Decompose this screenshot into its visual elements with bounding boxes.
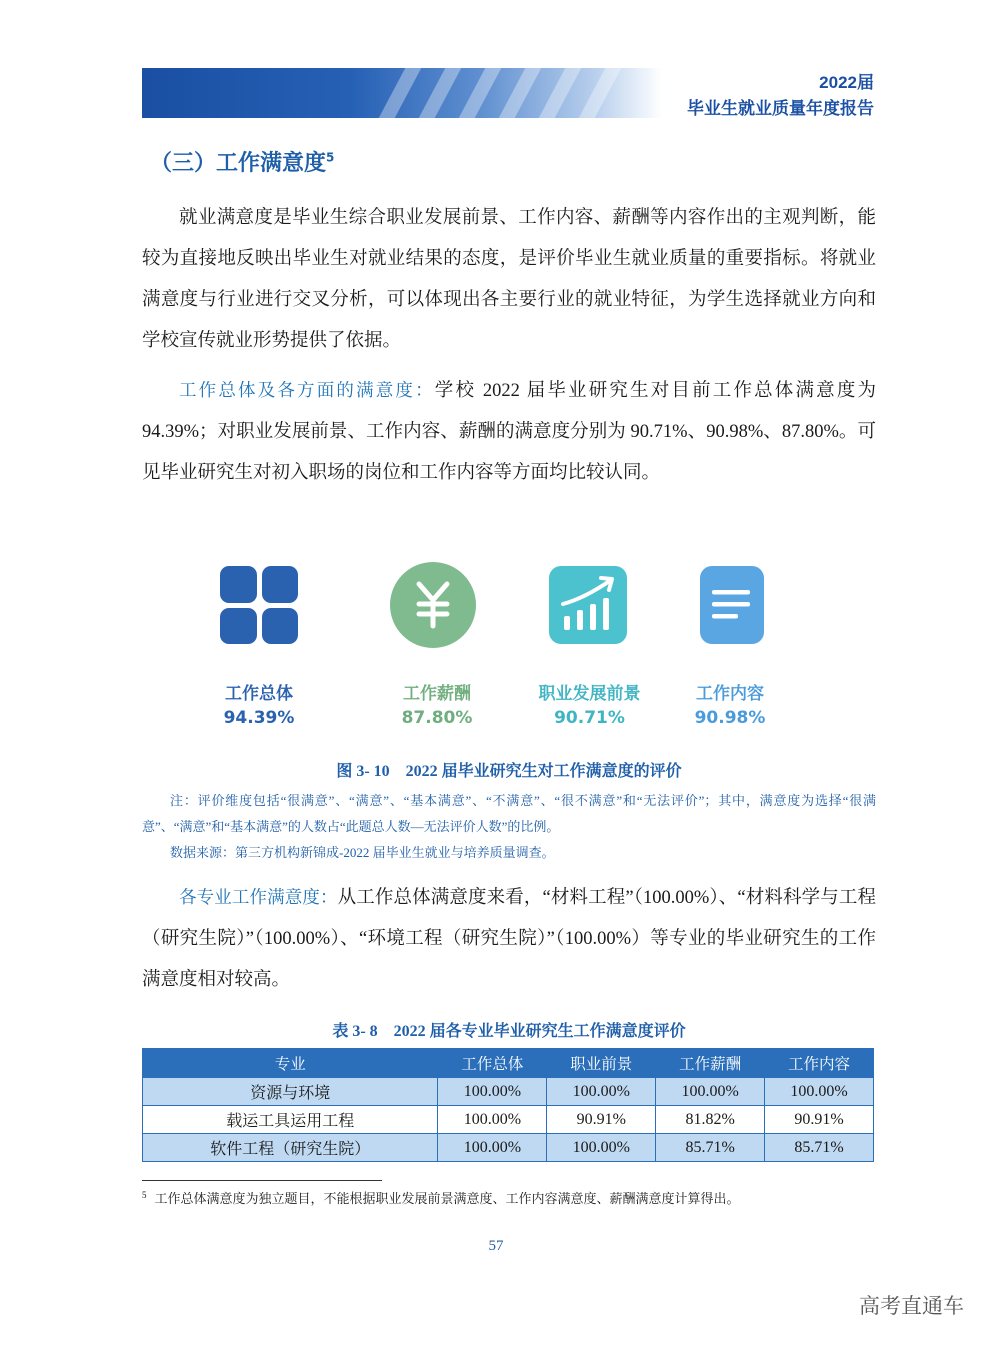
metric-value-salary: 87.80% — [401, 708, 473, 728]
table-row — [143, 1078, 874, 1106]
intro-paragraph: 就业满意度是毕业生综合职业发展前景、工作内容、薪酬等内容作出的主观判断，能较为直接地反映出毕业生对就业结果的态度，是评价毕业生就业质量的重要指标。将就业满意度与行业进行交叉分析，可以体现出各主要行业的就业特征，为学生选择就业方向和学校宣传就业形势提供了依据。 — [142, 208, 876, 351]
metric-label-overall: 工作总体 — [225, 684, 293, 704]
metric-label-salary: 工作薪酬 — [403, 684, 471, 704]
overall-paragraph — [142, 371, 876, 494]
growth-chart-icon — [549, 566, 627, 644]
table-cell: 100.00% — [656, 1078, 765, 1106]
metric-label-career: 职业发展前景 — [538, 684, 641, 704]
table-cell: 90.91% — [547, 1106, 656, 1134]
table-cell: 软件工程（研究生院） — [143, 1134, 438, 1162]
table-cell: 90.91% — [765, 1106, 874, 1134]
metric-value-overall: 94.39% — [223, 708, 295, 728]
major-paragraph — [142, 878, 876, 1001]
header-title: 毕业生就业质量年度报告 — [687, 99, 874, 118]
major-body: 从工作总体满意度来看，“材料工程”（100.00%）、“材料科学与工程（研究生院）”（100.00%）、“环境工程（研究生院）”（100.00%）等专业的毕业研究生的工作满意度相对较高。 — [142, 888, 877, 990]
figure-source: 数据来源：第三方机构新锦成-2022 届毕业生就业与培养质量调查。 — [170, 845, 555, 860]
satisfaction-table — [142, 1048, 874, 1162]
header-career: 职业前景 — [547, 1049, 656, 1078]
table-header-row — [143, 1049, 874, 1078]
table-cell: 100.00% — [438, 1106, 547, 1134]
overall-body: 学校 2022 届毕业研究生对目前工作总体满意度为 94.39%；对职业发展前景、工作内容、薪酬的满意度分别为 90.71%、90.98%、87.80%。可见毕业研究生对初入职场的岗位和工作内容等方面均比较认同。 — [142, 381, 876, 483]
metric-value-career: 90.71% — [554, 708, 625, 728]
figure-caption: 图 3- 10 2022 届毕业研究生对工作满意度的评价 — [336, 763, 682, 780]
page-number: 57 — [488, 1238, 504, 1254]
footnote-text: 工作总体满意度为独立题目，不能根据职业发展前景满意度、工作内容满意度、薪酬满意度计算得出。 — [154, 1191, 740, 1206]
figure-note: 注：评价维度包括“很满意”、“满意”、“基本满意”、“不满意”、“很不满意”和“无法评价”；其中，满意度为选择“很满意”、“满意”和“基本满意”的人数占“此题总人数—无法评价人数”的比例。 — [142, 793, 876, 834]
footnote — [142, 1188, 740, 1207]
yuan-icon — [390, 562, 476, 648]
overall-lead: 工作总体及各方面的满意度： — [179, 381, 435, 401]
header-major: 专业 — [143, 1049, 438, 1078]
major-lead: 各专业工作满意度： — [179, 888, 338, 908]
grid-tiles-icon — [220, 566, 298, 644]
footnote-divider — [142, 1180, 382, 1181]
table-cell: 100.00% — [547, 1134, 656, 1162]
section-title: （三）工作满意度$^5$ — [150, 150, 335, 176]
table-caption: 表 3- 8 2022 届各专业毕业研究生工作满意度评价 — [332, 1023, 686, 1040]
header-overall: 工作总体 — [438, 1049, 547, 1078]
metric-label-content: 工作内容 — [696, 684, 764, 704]
header-year: 2022届 — [819, 73, 874, 92]
table-cell: 载运工具运用工程 — [143, 1106, 438, 1134]
header-banner — [142, 68, 662, 118]
watermark: 高考直通车 — [859, 1294, 964, 1318]
footnote-mark: 5 — [326, 150, 335, 165]
table-row — [143, 1134, 874, 1162]
table-cell: 81.82% — [656, 1106, 765, 1134]
table-row — [143, 1106, 874, 1134]
metric-value-content: 90.98% — [694, 708, 766, 728]
table-cell: 100.00% — [765, 1078, 874, 1106]
document-lines-icon — [700, 566, 764, 644]
table-cell: 85.71% — [765, 1134, 874, 1162]
header-salary: 工作薪酬 — [656, 1049, 765, 1078]
table-cell: 100.00% — [438, 1134, 547, 1162]
header-content: 工作内容 — [765, 1049, 874, 1078]
table-cell: 100.00% — [438, 1078, 547, 1106]
footnote-number: 5 — [142, 1189, 147, 1200]
table-cell: 资源与环境 — [143, 1078, 438, 1106]
table-cell: 100.00% — [547, 1078, 656, 1106]
table-cell: 85.71% — [656, 1134, 765, 1162]
